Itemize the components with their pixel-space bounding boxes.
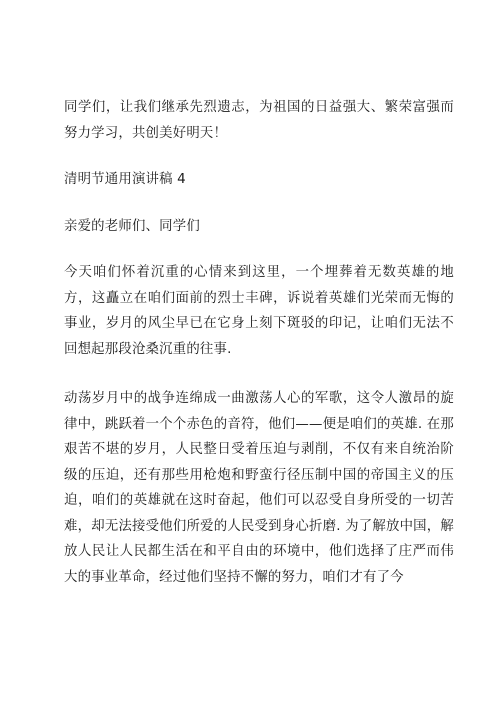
body-paragraph-2: 动荡岁月中的战争连绵成一曲激荡人心的军歌，这令人激昂的旋律中，跳跃着一个个赤色的音符，他们——便是咱们的英雄. 在那艰苦不堪的岁月，人民整日受着压迫与剥削，不仅有来自统治阶级的压迫，还有那些用枪炮和野蛮行径压制中国的帝国主义的压迫，咱们的英雄就在这时奋起，他们可以忍受自身所受的一切苦难，却无法接受他们所爱的人民受到身心折磨. 为了解放中国，解放人民让人民都生活在和平自由的环境中，他们选择了庄严而伟大的事业革命，经过他们坚持不懈的努力，咱们才有了今 [64, 391, 454, 585]
speech-title: 清明节通用演讲稿 4 [64, 172, 186, 187]
closing-paragraph: 同学们，让我们继承先烈遗志，为祖国的日益强大、繁荣富强而努力学习，共创美好明天！ [64, 100, 454, 141]
salutation: 亲爱的老师们、同学们 [64, 218, 200, 234]
body-paragraph-1: 今天咱们怀着沉重的心情来到这里，一个埋葬着无数英雄的地方，这矗立在咱们面前的烈士丰碑，诉说着英雄们光荣而无悔的事业，岁月的风尘早已在它身上刻下斑驳的印记，让咱们无法不回想起那段沧桑沉重的往事. [64, 265, 454, 357]
